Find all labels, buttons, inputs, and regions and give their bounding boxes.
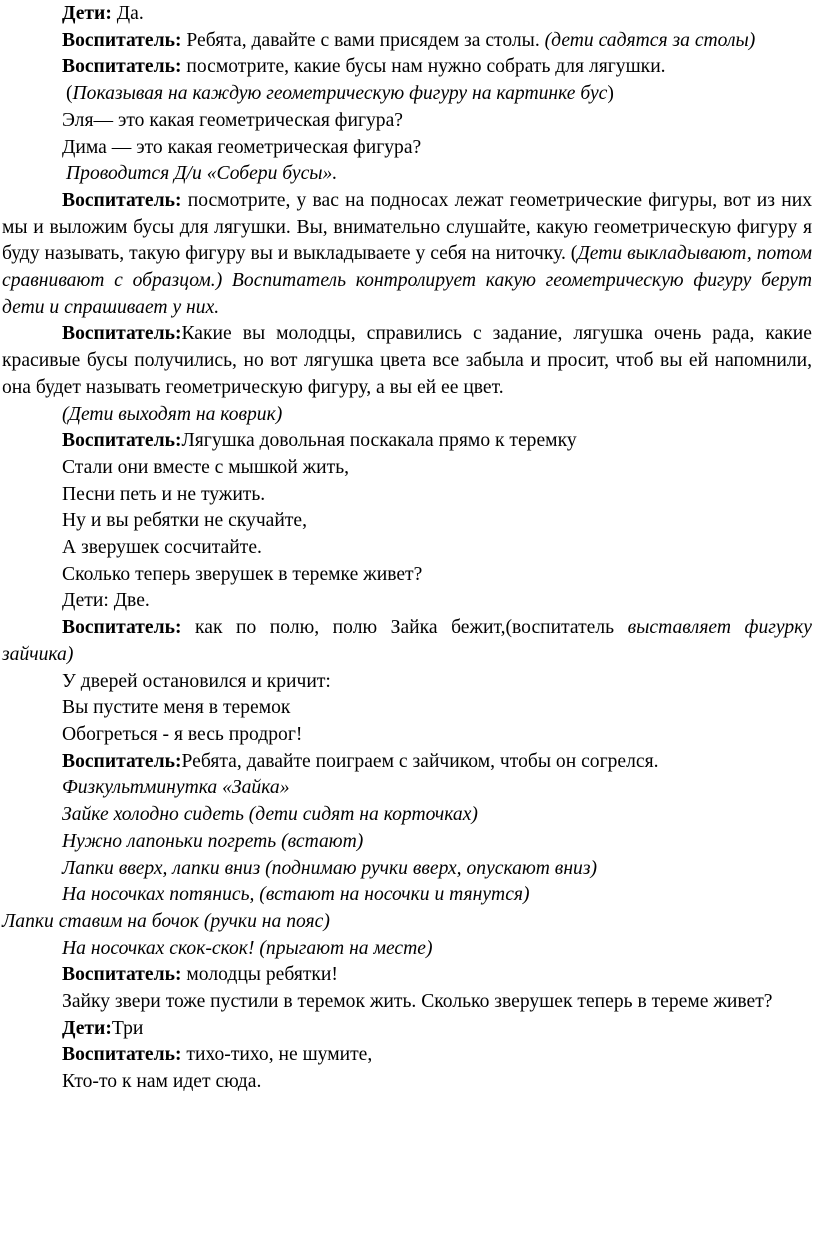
speaker-label: Воспитатель: <box>62 29 182 51</box>
paragraph <box>2 188 812 322</box>
paragraph: Эля— это какая геометрическая фигура? <box>62 109 403 131</box>
paragraph-text: Лягушка довольная поскакала прямо к теремку <box>181 430 577 452</box>
verse-line: Сколько теперь зверушек в теремке живет? <box>62 563 423 585</box>
stage-direction: Проводится Д/и «Собери бусы». <box>66 163 338 185</box>
exercise-line: На носочках скок-скок! (прыгают на месте) <box>62 937 433 959</box>
paragraph <box>2 54 812 81</box>
paragraph: Зайку звери тоже пустили в теремок жить. Сколько зверушек теперь в тереме живет? <box>62 991 773 1013</box>
paragraph <box>2 428 812 455</box>
stage-direction: (дети садятся за столы) <box>544 29 756 51</box>
speaker-label: Воспитатель: <box>62 430 182 452</box>
verse-line: Песни петь и не тужить. <box>62 483 266 505</box>
speaker-label: Воспитатель: <box>62 750 182 772</box>
stage-direction: (Дети выходят на коврик) <box>62 403 283 425</box>
stage-direction: выставляет фигурку зайчика) <box>2 617 812 665</box>
paragraph-text: молодцы ребятки! <box>181 964 338 986</box>
paragraph <box>2 402 812 429</box>
paragraph-text: Какие вы молодцы, справились с задание, лягушка очень рада, какие красивые бусы получились, но вот лягушка цвета все забыла и просит, чтоб вы ей напомнили, она будет называть геометрическую фигуру, а вы ей ее цвет. <box>2 323 812 398</box>
paragraph-text: как по полю, полю Зайка бежит,(воспитатель <box>181 617 628 639</box>
paragraph: Дети: Две. <box>62 590 150 612</box>
paragraph <box>2 749 812 776</box>
verse-line: Обогреться - я весь продрог! <box>62 723 303 745</box>
exercise-line: Зайке холодно сидеть (дети сидят на корточках) <box>62 804 478 826</box>
verse-line: Кто-то к нам идет сюда. <box>62 1071 262 1093</box>
speaker-label: Воспитатель: <box>62 617 182 639</box>
speaker-label: Дети: <box>62 3 112 24</box>
paragraph <box>2 1016 812 1043</box>
paragraph <box>2 615 812 668</box>
paragraph-text: тихо-тихо, не шумите, <box>181 1044 373 1066</box>
paragraph <box>2 321 812 401</box>
exercise-line: Нужно лапоньки погреть (встают) <box>62 830 364 852</box>
verse-line: Ну и вы ребятки не скучайте, <box>62 510 308 532</box>
verse-line: Вы пустите меня в теремок <box>62 697 291 719</box>
paragraph <box>2 81 812 108</box>
paragraph-text: Да. <box>111 3 144 24</box>
speaker-label: Воспитатель: <box>62 964 182 986</box>
paragraph-text: посмотрите, у вас на подносах лежат геометрические фигуры, вот из них мы и выложим бусы для лягушки. Вы, внимательно слушайте, какую геометрическую фигуру я буду называть, такую фигуру вы и выкладываете у себя на ниточку. ( <box>2 189 812 265</box>
paragraph <box>2 1 812 28</box>
paren-close: ) <box>607 83 614 105</box>
paragraph-text: Три <box>111 1017 144 1039</box>
paragraph: Дима — это какая геометрическая фигура? <box>62 136 422 158</box>
exercise-line: Лапки ставим на бочок (ручки на пояс) <box>2 910 330 932</box>
paragraph <box>2 161 812 188</box>
paragraph-text: Ребята, давайте поиграем с зайчиком, чтобы он согрелся. <box>181 750 659 772</box>
exercise-title: Физкультминутка «Зайка» <box>62 777 290 799</box>
exercise-line: На носочках потянись, (встают на носочки и тянутся) <box>62 884 530 906</box>
paragraph <box>2 28 812 55</box>
verse-line: А зверушек сосчитайте. <box>62 537 262 559</box>
speaker-label: Воспитатель: <box>62 323 182 345</box>
paragraph <box>2 1042 812 1069</box>
speaker-label: Дети: <box>62 1017 112 1039</box>
paragraph-text: Ребята, давайте с вами присядем за столы. <box>181 29 545 51</box>
stage-direction: Показывая на каждую геометрическую фигуру на картинке бус <box>72 83 608 105</box>
stage-direction: Дети выкладывают, потом сравнивают с образцом.) Воспитатель контролирует какую геометрическую фигуру берут дети и спрашивает у них. <box>2 243 812 318</box>
speaker-label: Воспитатель: <box>62 1044 182 1066</box>
verse-line: Стали они вместе с мышкой жить, <box>62 456 350 478</box>
document-page <box>0 1 816 1247</box>
verse-line: У дверей остановился и кричит: <box>62 670 331 692</box>
paragraph-text: посмотрите, какие бусы нам нужно собрать для лягушки. <box>181 56 666 78</box>
paren-open: ( <box>66 83 73 105</box>
speaker-label: Воспитатель: <box>62 56 182 78</box>
paragraph <box>2 962 812 989</box>
speaker-label: Воспитатель: <box>62 189 182 211</box>
exercise-line: Лапки вверх, лапки вниз (поднимаю ручки вверх, опускают вниз) <box>62 857 598 879</box>
